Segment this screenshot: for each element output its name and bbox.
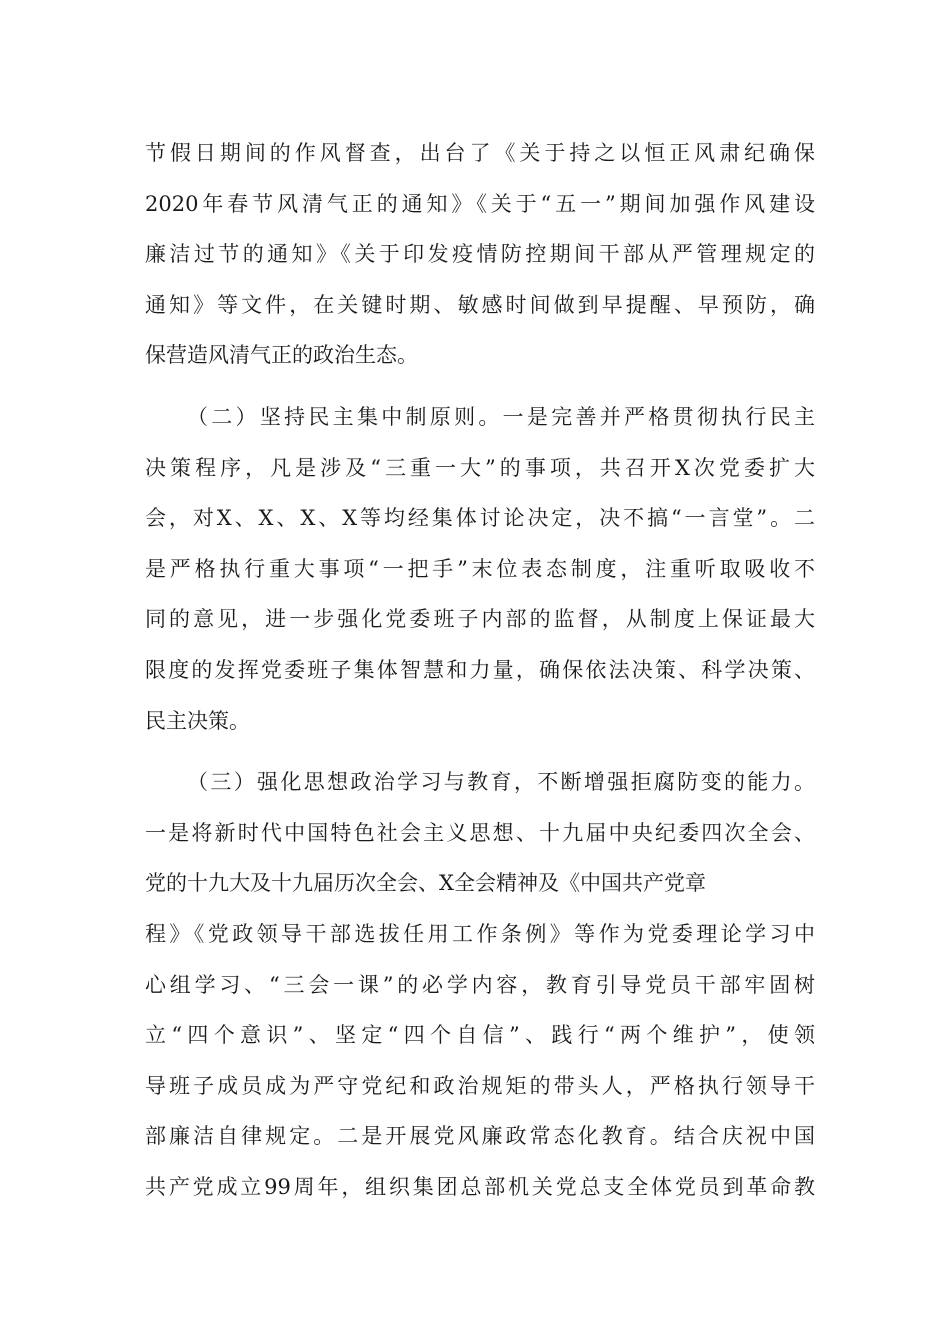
paragraph-line: 导班子成员成为严守党纪和政治规矩的带头人，严格执行领导干 <box>145 1073 815 1098</box>
paragraph-line: 保营造风清气正的政治生态。 <box>145 343 418 368</box>
paragraph-line: 共产党成立99周年，组织集团总部机关党总支全体党员到革命教 <box>145 1174 815 1199</box>
paragraph-line: 部廉洁自律规定。二是开展党风廉政常态化教育。结合庆祝中国 <box>145 1124 815 1149</box>
paragraph-line: 会，对X、X、X、X等均经集体讨论决定，决不搞“一言堂”。二 <box>145 506 815 531</box>
paragraph-3 <box>145 757 815 1212</box>
paragraph-line: 一是将新时代中国特色社会主义思想、十九届中央纪委四次全会、 <box>145 820 815 845</box>
paragraph-spacer <box>145 746 815 757</box>
paragraph-line: 限度的发挥党委班子集体智慧和力量，确保依法决策、科学决策、 <box>145 657 815 682</box>
paragraph-line: （三）强化思想政治学习与教育，不断增强拒腐防变的能力。 <box>187 770 815 795</box>
paragraph-1 <box>145 128 815 381</box>
paragraph-line: 通知》等文件，在关键时期、敏感时间做到早提醒、早预防，确 <box>145 292 815 317</box>
document-body <box>145 128 815 1212</box>
paragraph-2 <box>145 392 815 746</box>
paragraph-line: 节假日期间的作风督查，出台了《关于持之以恒正风肃纪确保 <box>145 141 815 165</box>
paragraph-spacer <box>145 381 815 392</box>
paragraph-line: 党的十九大及十九届历次全会、X全会精神及《中国共产党章 <box>145 871 706 896</box>
paragraph-line: 同的意见，进一步强化党委班子内部的监督，从制度上保证最大 <box>145 607 815 632</box>
paragraph-line: 民主决策。 <box>145 708 250 733</box>
paragraph-line: 心组学习、“三会一课”的必学内容，教育引导党员干部牢固树 <box>145 972 815 997</box>
paragraph-line: 是严格执行重大事项“一把手”末位表态制度，注重听取吸收不 <box>145 556 815 581</box>
paragraph-line: 2020年春节风清气正的通知》《关于“五一”期间加强作风建设 <box>145 191 815 216</box>
paragraph-line: 决策程序，凡是涉及“三重一大”的事项，共召开X次党委扩大 <box>145 455 815 480</box>
paragraph-line: 程》《党政领导干部选拔任用工作条例》等作为党委理论学习中 <box>145 921 815 946</box>
paragraph-line: 立“四个意识”、坚定“四个自信”、践行“两个维护”，使领 <box>145 1023 815 1048</box>
paragraph-line: 廉洁过节的通知》《关于印发疫情防控期间干部从严管理规定的 <box>145 242 815 267</box>
paragraph-line: （二）坚持民主集中制原则。一是完善并严格贯彻执行民主 <box>187 404 815 429</box>
